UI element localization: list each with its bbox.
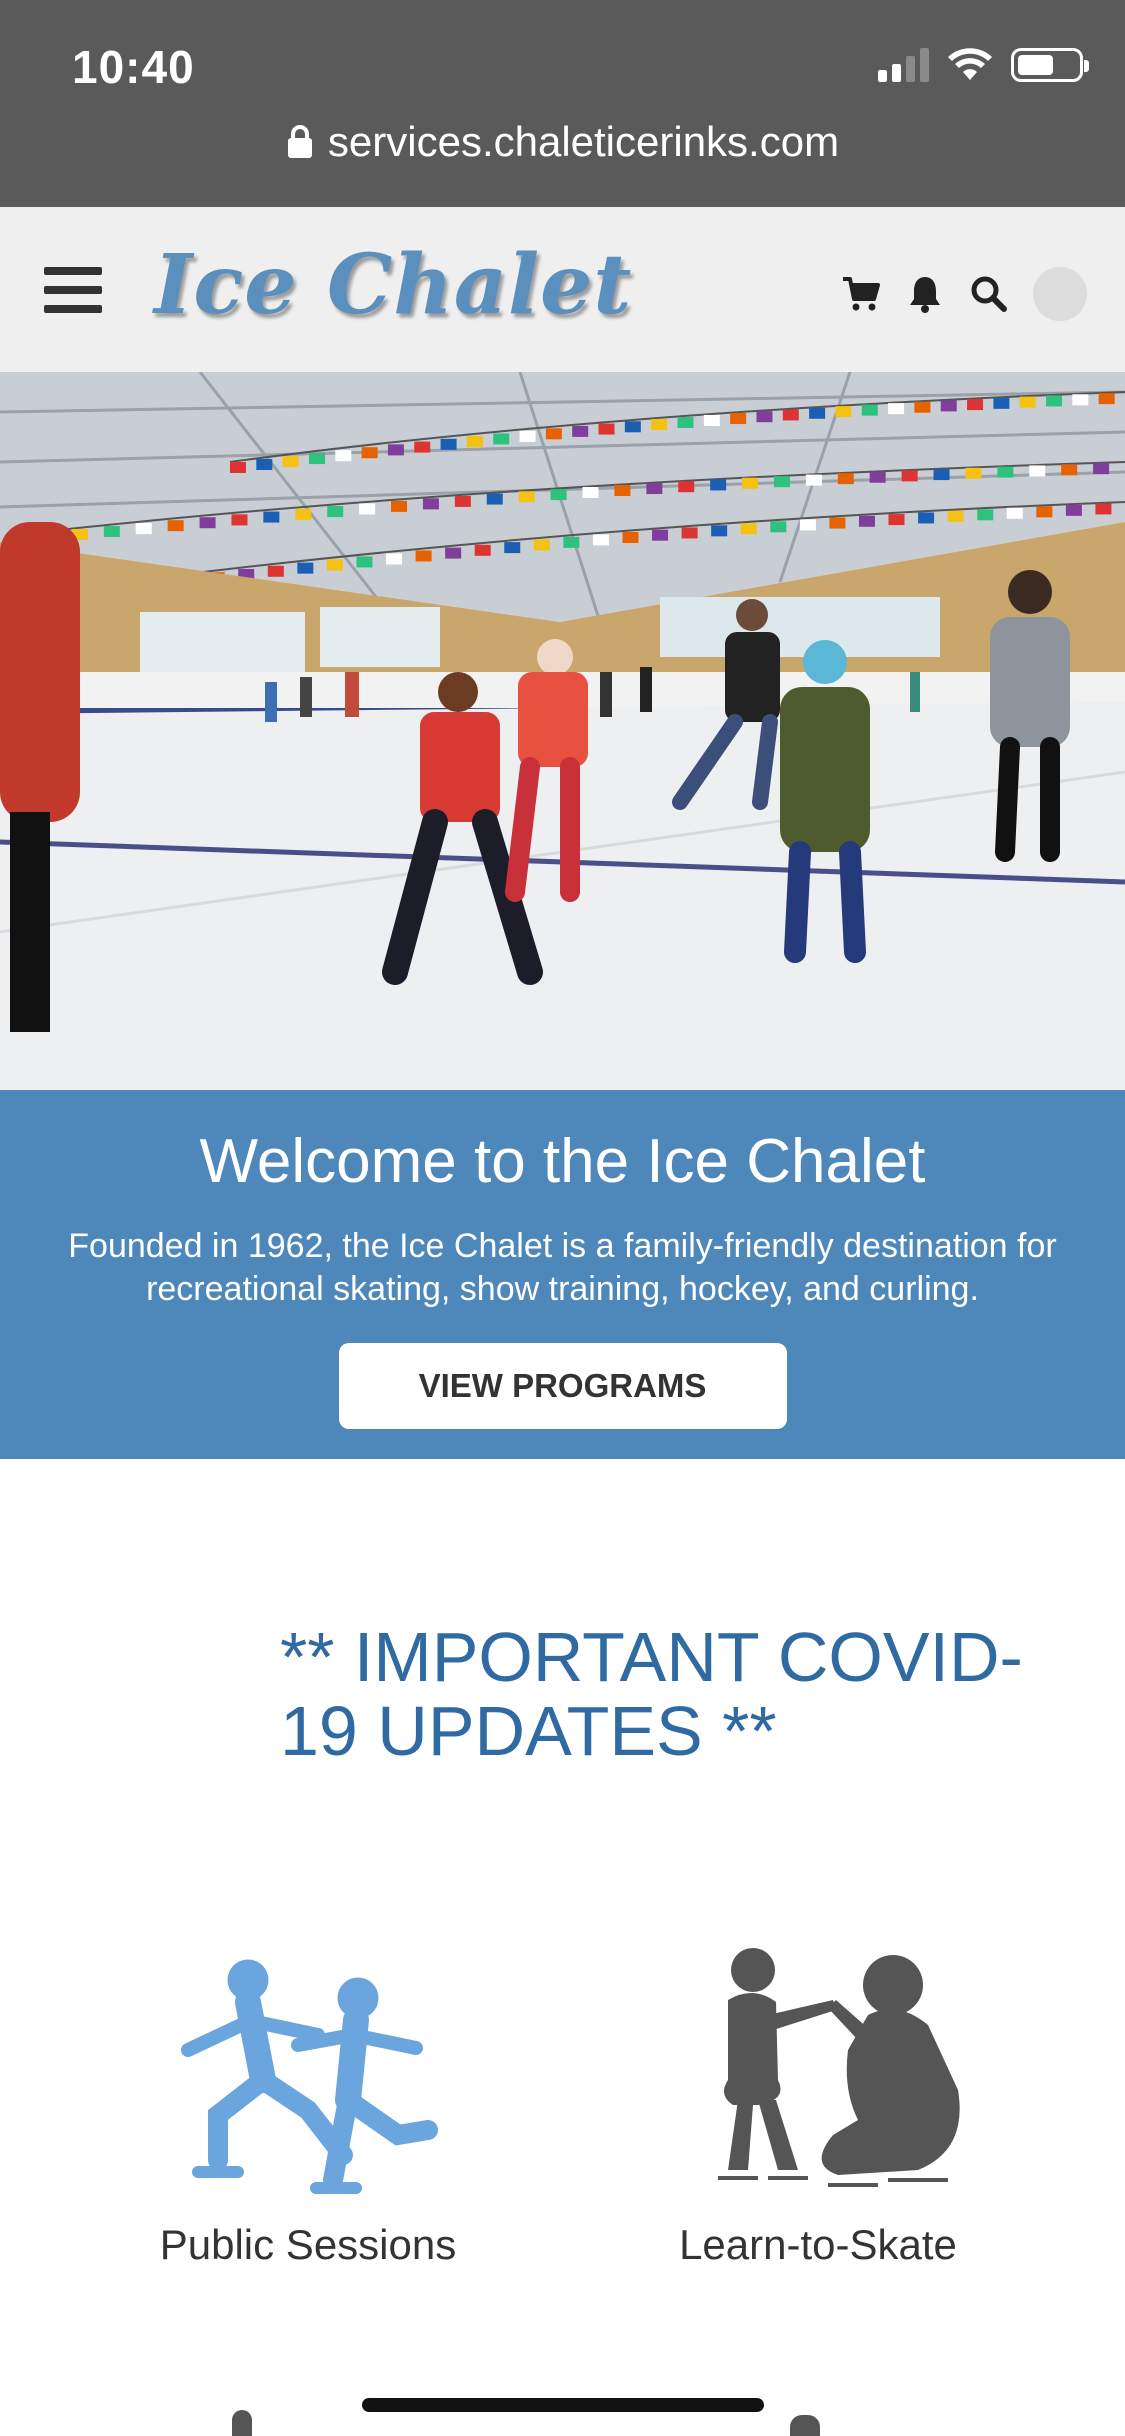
program-label-learn-to-skate: Learn-to-Skate	[679, 2221, 957, 2268]
flag	[455, 496, 471, 507]
public-sessions-skaters-icon	[158, 1940, 458, 2200]
welcome-title: Welcome to the Ice Chalet	[199, 1127, 926, 1196]
flag	[1046, 395, 1062, 406]
flag	[388, 444, 404, 455]
flag	[682, 527, 698, 538]
user-avatar[interactable]	[1033, 267, 1087, 321]
flag	[678, 481, 694, 492]
flag	[168, 520, 184, 531]
flag	[487, 494, 503, 505]
program-label-public-sessions: Public Sessions	[159, 2221, 457, 2268]
flag	[467, 436, 483, 447]
flag	[614, 485, 630, 496]
welcome-description: Founded in 1962, the Ice Chalet is a family-friendly destination for recreational skating, show training, hockey, and curling.	[68, 1227, 1057, 1308]
flag	[327, 560, 343, 571]
flag	[1036, 506, 1052, 517]
flag	[231, 514, 247, 525]
flag	[475, 545, 491, 556]
flag	[623, 532, 639, 543]
program-card-public-sessions[interactable]	[98, 1940, 518, 2269]
flag	[756, 411, 772, 422]
menu-icon[interactable]	[44, 267, 102, 313]
flag	[806, 475, 822, 486]
flag	[646, 483, 662, 494]
flag	[993, 398, 1009, 409]
flag	[651, 419, 667, 430]
flag	[359, 503, 375, 514]
flag	[599, 424, 615, 435]
flag	[136, 523, 152, 534]
flag	[1007, 508, 1023, 519]
flag	[742, 478, 758, 489]
flag	[859, 516, 875, 527]
hero-image	[0, 372, 1125, 1090]
flag	[327, 506, 343, 517]
program-card-learn-to-skate[interactable]	[608, 1930, 1028, 2269]
flag	[1093, 463, 1109, 474]
flag	[997, 467, 1013, 478]
wifi-icon	[947, 48, 993, 82]
covid-updates-heading[interactable]: ** IMPORTANT COVID-19 UPDATES **	[280, 1618, 1023, 1770]
flag	[520, 431, 536, 442]
flag	[965, 468, 981, 479]
flag	[356, 556, 372, 567]
flag	[230, 462, 246, 473]
bell-icon[interactable]	[905, 274, 945, 314]
flag	[493, 433, 509, 444]
flag	[572, 426, 588, 437]
header-actions	[841, 267, 1087, 321]
site-logo[interactable]: Ice Chalet	[154, 237, 633, 333]
flag	[519, 491, 535, 502]
flag	[1095, 503, 1111, 514]
flag	[902, 470, 918, 481]
flag	[362, 447, 378, 458]
flag	[1072, 394, 1088, 405]
flag	[870, 472, 886, 483]
flag	[678, 417, 694, 428]
flag	[504, 542, 520, 553]
search-icon[interactable]	[969, 274, 1009, 314]
flag	[741, 523, 757, 534]
flag	[862, 405, 878, 416]
flag	[583, 487, 599, 498]
flag	[441, 439, 457, 450]
next-program-icon-partial-right	[790, 2415, 820, 2436]
flag	[391, 501, 407, 512]
flag	[774, 476, 790, 487]
flag	[918, 512, 934, 523]
flag	[263, 512, 279, 523]
flag	[563, 537, 579, 548]
view-programs-button[interactable]: VIEW PROGRAMS	[339, 1343, 787, 1429]
flag	[730, 413, 746, 424]
flag	[593, 534, 609, 545]
flag	[551, 489, 567, 500]
home-indicator[interactable]	[362, 2398, 764, 2412]
flag	[256, 459, 272, 470]
flag	[888, 403, 904, 414]
flag	[948, 511, 964, 522]
flag	[934, 469, 950, 480]
hero-rink-illustration	[0, 372, 1125, 1090]
flag	[800, 519, 816, 530]
browser-top-bar	[0, 0, 1125, 207]
flag	[335, 450, 351, 461]
flag	[770, 521, 786, 532]
flag	[625, 421, 641, 432]
flag	[1066, 505, 1082, 516]
flag	[711, 525, 727, 536]
url-text: services.chaleticerinks.com	[327, 118, 840, 165]
next-program-icon-partial	[232, 2410, 252, 2436]
flag	[268, 566, 284, 577]
flag	[416, 550, 432, 561]
flag	[534, 539, 550, 550]
flag	[386, 553, 402, 564]
cellular-signal-icon	[878, 48, 929, 82]
lock-icon	[286, 124, 314, 160]
flag	[423, 498, 439, 509]
flag	[283, 456, 299, 467]
flag	[941, 400, 957, 411]
flag	[829, 518, 845, 529]
flag	[1061, 464, 1077, 475]
flag	[710, 479, 726, 490]
flag	[652, 530, 668, 541]
status-time: 10:40	[72, 41, 195, 93]
flag	[295, 509, 311, 520]
flag	[297, 563, 313, 574]
flag	[445, 548, 461, 559]
battery-icon	[1011, 48, 1083, 82]
flag	[967, 399, 983, 410]
flag	[783, 409, 799, 420]
flag	[1020, 397, 1036, 408]
welcome-section	[0, 1090, 1125, 1459]
site-header	[0, 207, 1125, 372]
learn-to-skate-silhouette-icon	[658, 1930, 978, 2200]
status-icons	[878, 48, 1083, 82]
flag	[914, 402, 930, 413]
flag	[309, 453, 325, 464]
flag	[889, 514, 905, 525]
flag	[835, 406, 851, 417]
address-bar[interactable]	[0, 118, 1125, 166]
flag	[104, 526, 120, 537]
flag	[414, 442, 430, 453]
flag	[1099, 393, 1115, 404]
flag	[977, 509, 993, 520]
flag	[200, 517, 216, 528]
flag	[546, 428, 562, 439]
cart-icon[interactable]	[841, 274, 881, 314]
flag	[809, 408, 825, 419]
flag	[838, 473, 854, 484]
flag	[704, 415, 720, 426]
flag	[1029, 465, 1045, 476]
